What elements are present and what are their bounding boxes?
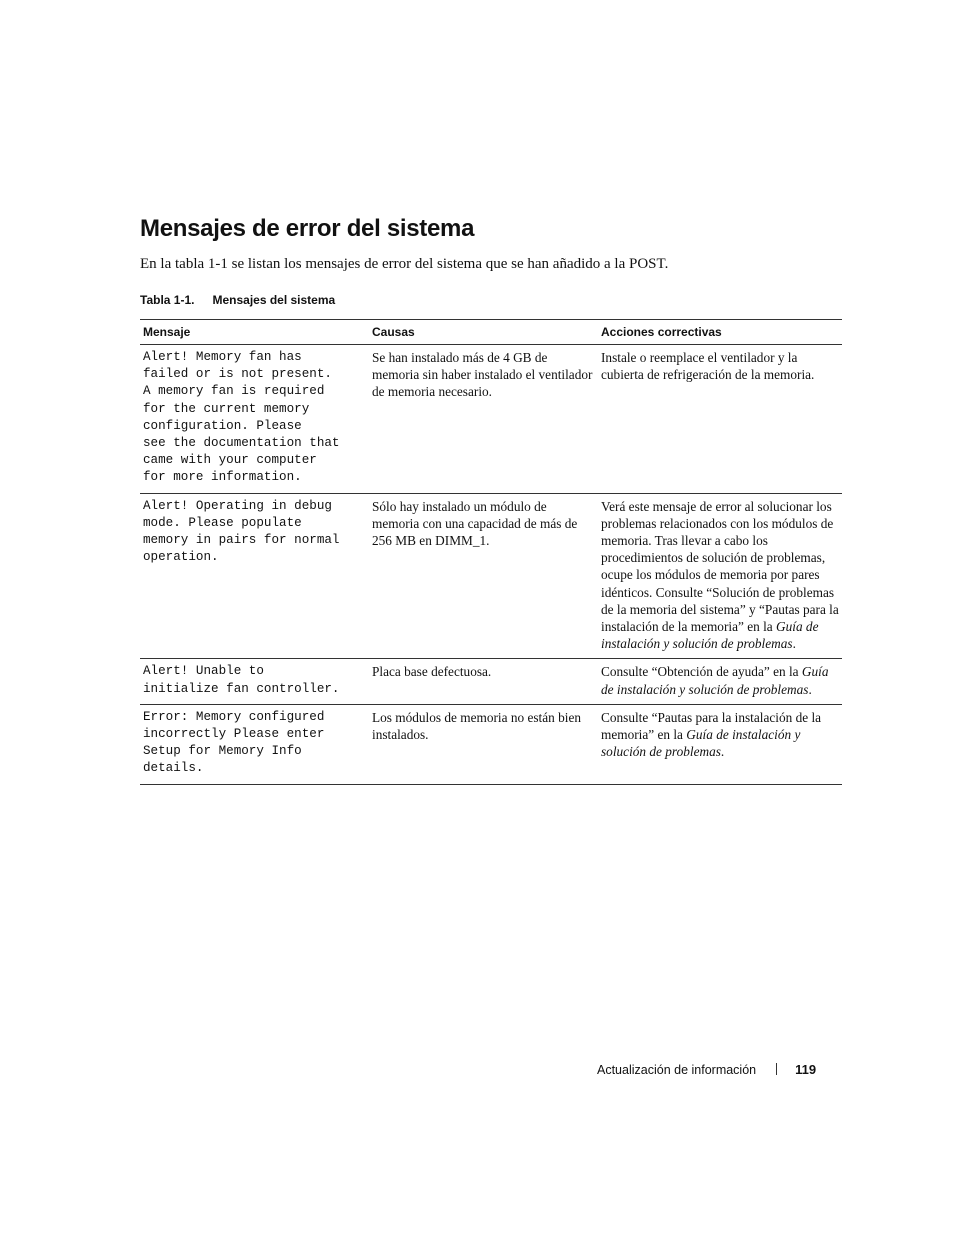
message-cell: Alert! Memory fan has failed or is not present. A memory fan is required for the current memory configuration. Please see the documentation that came with your computer for more information.: [140, 345, 369, 494]
guide-reference: Guía de instalación y solución de problemas: [601, 664, 829, 697]
message-cell: Alert! Operating in debug mode. Please populate memory in pairs for normal operation.: [140, 493, 369, 659]
guide-reference: Guía de instalación y solución de problemas: [601, 619, 819, 652]
page-title: Mensajes de error del sistema: [140, 215, 475, 242]
action-text: Verá este mensaje de error al solucionar los problemas relacionados con los módulos de memoria. Tras llevar a cabo los procedimientos de solución de problemas, ocupe los módulos de memoria por pares idénticos. Consulte “Solución de problemas de la memoria del sistema” y “Pautas para la instalación de la memoria” en la: [601, 498, 839, 635]
message-cell: Error: Memory configured incorrectly Please enter Setup for Memory Info details.: [140, 704, 369, 784]
action-end: .: [720, 744, 725, 760]
table-header-row: [140, 320, 842, 345]
caption-label: Tabla 1-1.: [140, 293, 195, 307]
header-action: Acciones correctivas: [598, 320, 842, 345]
cause-cell: Placa base defectuosa.: [369, 659, 598, 704]
footer-divider: [776, 1063, 777, 1075]
guide-reference: Guía de instalación y solución de problemas: [601, 727, 801, 760]
action-text: Instale o reemplace el ventilador y la cubierta de refrigeración de la memoria.: [601, 350, 815, 383]
page-footer: [597, 1062, 816, 1077]
table-caption: [140, 293, 335, 307]
header-message: Mensaje: [140, 320, 369, 345]
intro-paragraph: En la tabla 1-1 se listan los mensajes de error del sistema que se han añadido a la POST.: [140, 256, 669, 272]
footer-section: Actualización de información: [597, 1063, 757, 1077]
table-row: [140, 704, 842, 784]
action-cell: [598, 493, 842, 659]
cause-cell: Los módulos de memoria no están bien instalados.: [369, 704, 598, 784]
table-row: [140, 493, 842, 659]
system-messages-table: [140, 319, 842, 785]
action-cell: [598, 704, 842, 784]
action-text: Consulte “Pautas para la instalación de la memoria” en la: [601, 709, 822, 743]
caption-title: Mensajes del sistema: [212, 293, 336, 307]
header-cause: Causas: [369, 320, 598, 345]
action-cell: [598, 345, 842, 494]
action-cell: [598, 659, 842, 704]
table-row: [140, 345, 842, 494]
action-end: .: [792, 636, 796, 652]
page-number: 119: [795, 1062, 817, 1077]
table-row: [140, 659, 842, 704]
action-text: Consulte “Obtención de ayuda” en la: [601, 664, 802, 680]
cause-cell: Se han instalado más de 4 GB de memoria sin haber instalado el ventilador de memoria necesario.: [369, 345, 598, 494]
message-cell: Alert! Unable to initialize fan controller.: [140, 659, 369, 704]
cause-cell: Sólo hay instalado un módulo de memoria con una capacidad de más de 256 MB en DIMM_1.: [369, 493, 598, 659]
action-end: .: [808, 681, 812, 697]
